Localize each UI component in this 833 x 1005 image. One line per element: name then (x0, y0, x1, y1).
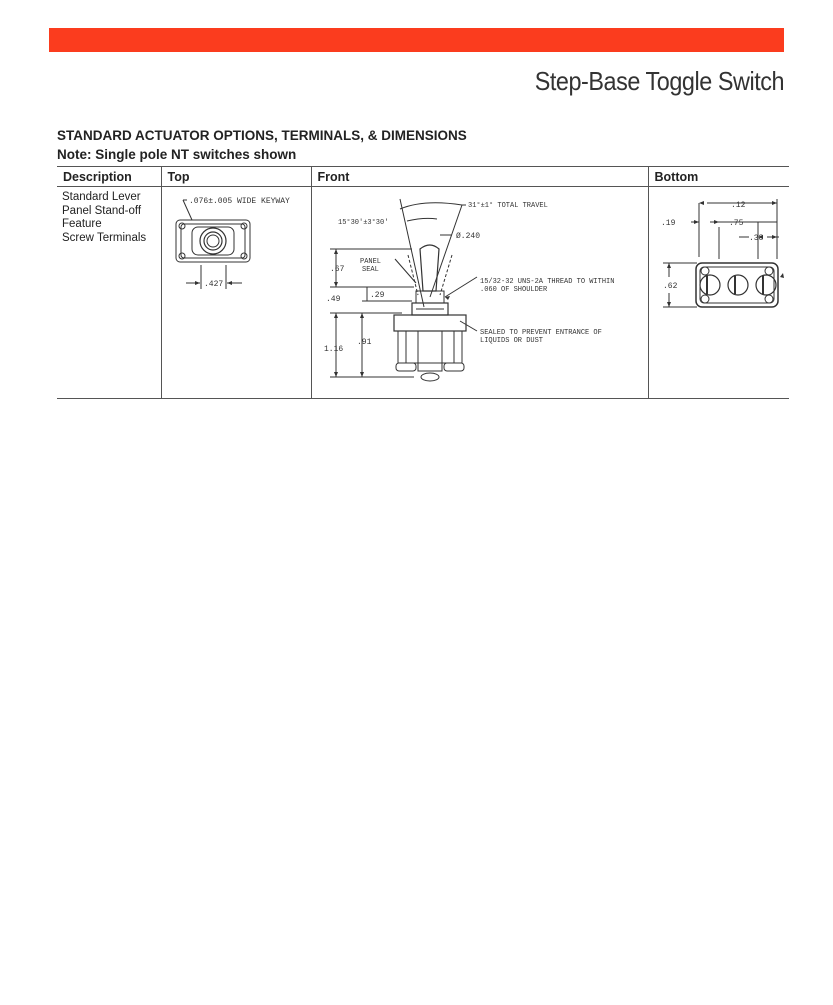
description-cell (57, 187, 161, 399)
keyway-label: .076±.005 WIDE KEYWAY (188, 197, 290, 206)
bottom-view-cell (648, 187, 789, 399)
header-accent-bar (49, 28, 784, 52)
sealed-label: SEALED TO PREVENT ENTRANCE OF (479, 329, 602, 337)
diameter-label: Ø.240 (455, 232, 480, 241)
dimension-29: .29 (369, 291, 384, 300)
thread-label-2: .060 OF SHOULDER (479, 286, 547, 294)
front-view-cell (311, 187, 648, 399)
page-title: Step-Base Toggle Switch (534, 66, 784, 96)
total-travel-label: 31°±1° TOTAL TRAVEL (467, 202, 548, 210)
top-view-drawing (162, 187, 311, 393)
angle-label: 15°30'±3°30' (337, 219, 388, 227)
panel-seal-label: PANEL (359, 258, 381, 266)
specs-table (57, 166, 789, 399)
sealed-label-2: LIQUIDS OR DUST (479, 337, 543, 345)
description-line: Feature (62, 218, 102, 230)
bottom-view-drawing (649, 187, 789, 393)
description-line: Standard Lever (62, 191, 141, 203)
top-view-cell (161, 187, 311, 399)
column-header-bottom: Bottom (648, 167, 789, 187)
bottom-dimension-62: .62 (662, 282, 677, 291)
bottom-dimension-75: .75 (728, 219, 743, 228)
description-line: Screw Terminals (62, 231, 147, 244)
dimension-67: .67 (329, 265, 344, 274)
column-header-top: Top (161, 167, 311, 187)
bottom-dimension-19: .19 (660, 219, 675, 228)
top-width-dimension: .427 (203, 280, 223, 289)
dimension-116: 1.16 (323, 345, 343, 354)
dimension-91: .91 (356, 338, 371, 347)
panel-seal-label-2: SEAL (361, 266, 379, 274)
front-view-drawing (312, 187, 648, 393)
column-header-description: Description (57, 167, 161, 187)
section-title: STANDARD ACTUATOR OPTIONS, TERMINALS, & DIMENSIONS (57, 128, 467, 143)
dimension-49: .49 (325, 295, 340, 304)
bottom-dimension-38: .38 (748, 234, 763, 243)
column-header-front: Front (311, 167, 648, 187)
bottom-dimension-12: .12 (730, 201, 745, 210)
description-line: Panel Stand-off (62, 204, 142, 217)
thread-label: 15/32-32 UNS-2A THREAD TO WITHIN (479, 278, 614, 286)
section-note: Note: Single pole NT switches shown (57, 147, 297, 162)
table-header-row (57, 167, 789, 187)
table-row (57, 187, 789, 399)
